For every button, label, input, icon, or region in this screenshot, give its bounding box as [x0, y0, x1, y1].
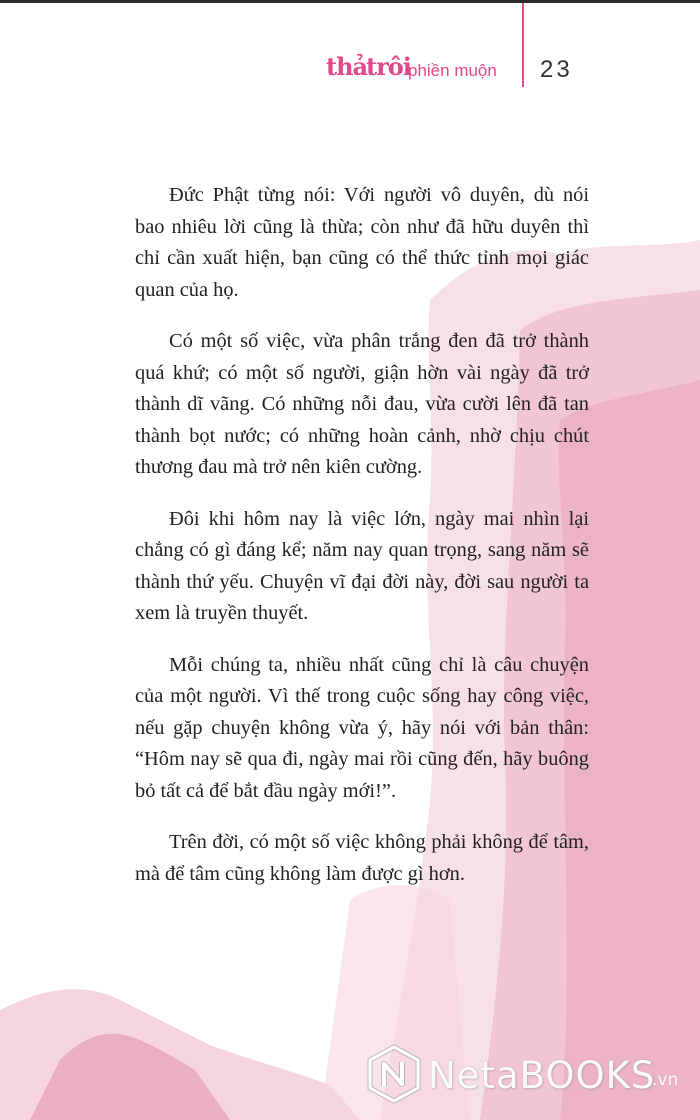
- page-number: 23: [540, 56, 573, 83]
- brand-subtitle: phiền muộn: [408, 61, 497, 80]
- brand-word-troi: trôi: [366, 52, 411, 81]
- paragraph: Đức Phật từng nói: Với người vô duyên, dù nói bao nhiêu lời cũng là thừa; còn như đã hữu duyên thì chỉ cần xuất hiện, bạn cũng có thể thức tỉnh mọi giác quan của họ.: [135, 184, 589, 301]
- paragraph: Mỗi chúng ta, nhiều nhất cũng chỉ là câu chuyện của một người. Vì thế trong cuộc sống hay công việc, nếu gặp chuyện không vừa ý, hãy nói với bản thân: “Hôm nay sẽ qua đi, ngày mai rồi cũng đến, hãy buông bỏ tất cả để bắt đầu ngày mới!”.: [135, 653, 589, 802]
- body-text: [135, 180, 589, 910]
- paragraph: Đôi khi hôm nay là việc lớn, ngày mai nhìn lại chẳng có gì đáng kể; năm nay quan trọng, sang năm sẽ thành thứ yếu. Chuyện vĩ đại đời này, đời sau người ta xem là truyền thuyết.: [135, 507, 589, 624]
- watermark-suffix: .vn: [652, 1070, 679, 1090]
- netabooks-logo-icon: [366, 1044, 422, 1104]
- watermark-text: NetaBOOKS: [428, 1054, 656, 1097]
- top-border: [0, 0, 700, 3]
- brand-word-tha: thả: [326, 52, 368, 81]
- netabooks-watermark: [362, 1040, 692, 1110]
- paragraph: Có một số việc, vừa phân trắng đen đã trở thành quá khứ; có một số người, giận hờn vài ngày đã trở thành dĩ vãng. Có những nỗi đau, vừa cười lên đã tan thành bọt nước; có những hoàn cảnh, nhờ chịu chút thương đau mà trở nên kiên cường.: [135, 330, 589, 478]
- header-divider: [522, 3, 524, 87]
- paragraph: Trên đời, có một số việc không phải không để tâm, mà để tâm cũng không làm được gì hơn.: [135, 831, 589, 885]
